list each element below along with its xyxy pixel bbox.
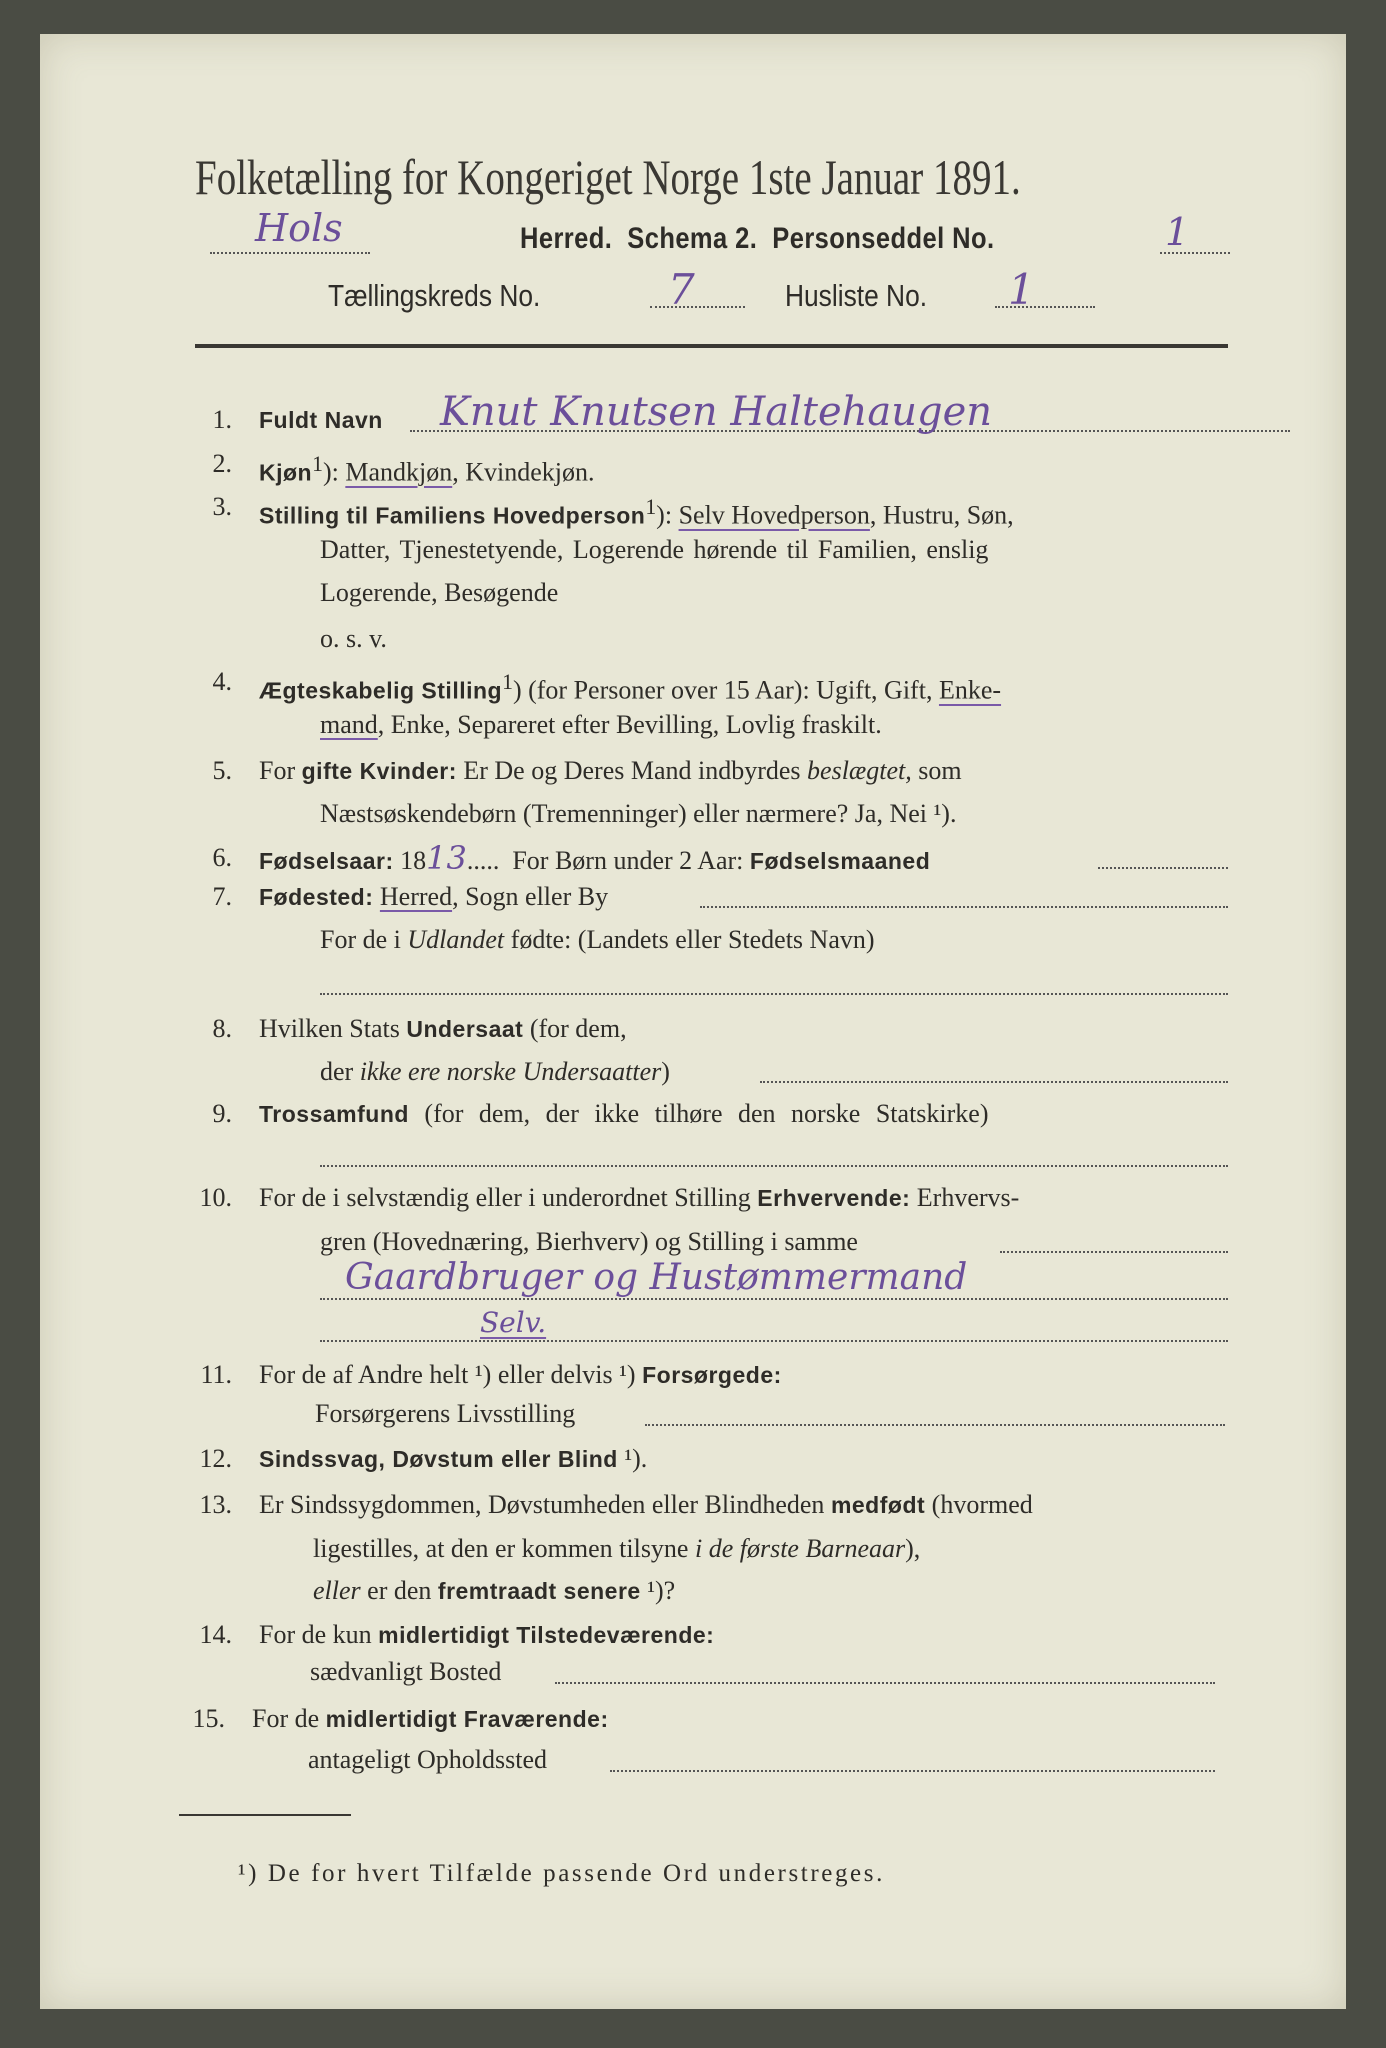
- dotted-line: [320, 1298, 1228, 1300]
- item-number: 15.: [192, 1704, 225, 1733]
- dotted-line: [555, 1682, 1215, 1684]
- kreds-label: Tællingskreds No.: [328, 278, 541, 313]
- item-number: 6.: [212, 843, 232, 872]
- item-birthplace: [259, 882, 608, 912]
- item-number: 4.: [212, 667, 232, 696]
- herred-label-text: Herred.: [520, 222, 613, 255]
- herred-label: [520, 222, 994, 256]
- option: , Kvindekjøn.: [452, 457, 595, 487]
- label: Undersaat: [406, 1016, 524, 1042]
- label: Stilling til Familiens Hovedperson: [259, 502, 646, 529]
- label: fremtraadt senere: [437, 1578, 641, 1604]
- item-number: 12.: [199, 1444, 232, 1473]
- text: For Børn under 2 Aar:: [512, 846, 744, 875]
- options-line: o. s. v.: [320, 624, 387, 653]
- label: Fødested:: [259, 884, 374, 910]
- text: eller: [313, 1576, 361, 1605]
- item-marital: Ægteskabelig Stilling$^1$) (for Personer over 15 Aar): Ugift, Gift, Enke-: [259, 670, 1002, 705]
- options-line: Logerende, Besøgende: [320, 578, 559, 607]
- option-selected: Mandkjøn: [345, 457, 453, 487]
- item-full-name: [259, 405, 383, 435]
- label: Erhvervende:: [757, 1185, 911, 1211]
- personseddel-value: 1: [1165, 210, 1190, 254]
- item-number: 8.: [212, 1014, 232, 1043]
- options: , Hustru, Søn,: [869, 500, 1014, 530]
- dotted-line: [645, 1424, 1225, 1426]
- text: Næstsøskendebørn (Tremenninger) eller nærmere? Ja, Nei ¹).: [320, 799, 957, 828]
- item-temporary-absent: [252, 1704, 609, 1734]
- item-number: 9.: [212, 1099, 232, 1128]
- label: Fuldt Navn: [259, 407, 383, 433]
- dotted-line: [320, 993, 1228, 995]
- text: For de i: [320, 925, 401, 954]
- item-number: 7.: [212, 882, 232, 911]
- text: Erhvervs-: [916, 1183, 1020, 1212]
- dotted-line: [995, 306, 1095, 308]
- label: Ægteskabelig Stilling: [259, 677, 503, 704]
- item-gender: Kjøn$^1$): Mandkjøn, Kvindekjøn.: [259, 452, 595, 487]
- text: For de: [252, 1704, 320, 1733]
- kreds-value: 7: [668, 265, 695, 314]
- item-number: 2.: [212, 449, 232, 478]
- dotted-line: [320, 1165, 1228, 1167]
- text: i de første Barneaar: [694, 1534, 906, 1563]
- label: gifte Kvinder:: [301, 758, 457, 784]
- label: midlertidigt Tilstedeværende:: [378, 1622, 715, 1648]
- item-religion: [259, 1099, 989, 1129]
- text: (hvormed: [931, 1490, 1033, 1519]
- item-number: 14.: [199, 1620, 232, 1649]
- text: 18: [400, 846, 427, 875]
- options: , Enke, Separeret efter Bevilling, Lovlig fraskilt.: [377, 710, 882, 739]
- item-number: 1.: [212, 405, 232, 434]
- text: der: [320, 1057, 354, 1086]
- census-form: [40, 34, 1346, 2009]
- item-temporary-present: [259, 1620, 714, 1650]
- footnote-mark: 1: [645, 495, 657, 519]
- dotted-line: [650, 306, 745, 308]
- text: (for dem,: [529, 1014, 627, 1043]
- text: sædvanligt Bosted: [310, 1657, 502, 1686]
- label: Kjøn: [259, 459, 313, 486]
- item-occupation: [259, 1183, 1019, 1213]
- text: For: [259, 756, 296, 785]
- text: gren (Hovednæring, Bierhverv) og Stilling i samme: [320, 1227, 858, 1256]
- text: Udlandet: [407, 925, 505, 954]
- footnote-mark: 1: [502, 670, 513, 694]
- item-family-position: Stilling til Familiens Hovedperson$^1$): Selv Hovedperson, Hustru, Søn,: [259, 495, 1014, 530]
- options: , Sogn eller By: [452, 882, 609, 911]
- item-birth-year: Fødselsaar: 1813..... For Børn under 2 Aar: Fødselsmaaned: [259, 839, 931, 877]
- label: midlertidigt Fraværende:: [325, 1706, 609, 1732]
- label: Sindssvag, Døvstum eller Blind: [259, 1446, 618, 1472]
- item-number: 11.: [200, 1360, 232, 1389]
- text: ¹).: [624, 1444, 648, 1473]
- item-disability: [259, 1444, 647, 1474]
- label: Forsørgede:: [642, 1362, 782, 1388]
- text: beslægtet,: [807, 756, 912, 785]
- occupation-value: Gaardbruger og Hustømmermand: [345, 1257, 968, 1298]
- label: Fødselsmaaned: [749, 848, 931, 874]
- text: ¹)?: [647, 1576, 676, 1605]
- item-citizenship: [259, 1014, 627, 1044]
- footnote-rule: [179, 1814, 351, 1816]
- item-number: 13.: [199, 1490, 232, 1519]
- text: er den: [367, 1576, 432, 1605]
- label: medfødt: [830, 1492, 926, 1518]
- dotted-line: [760, 1081, 1228, 1083]
- text: Hvilken Stats: [259, 1014, 400, 1043]
- item-number: 5.: [212, 756, 232, 785]
- item-number: 10.: [199, 1183, 232, 1212]
- text: Er Sindssygdommen, Døvstumheden eller Blindheden: [259, 1490, 825, 1519]
- form-title: Folketælling for Kongeriget Norge 1ste Januar 1891.: [195, 149, 1021, 205]
- full-name-value: Knut Knutsen Haltehaugen: [440, 389, 993, 435]
- item-number: 3.: [212, 492, 232, 521]
- occupation-status-value: Selv.: [480, 1306, 547, 1339]
- footnote: ¹) De for hvert Tilfælde passende Ord understreges.: [238, 1860, 885, 1887]
- dotted-line: [700, 906, 1228, 908]
- text: For de i selvstændig eller i underordnet Stilling: [259, 1183, 751, 1212]
- item-married-women: [259, 756, 962, 786]
- text: (for dem, der ikke tilhøre den norske Statskirke): [424, 1099, 989, 1128]
- footnote-mark: 1: [312, 452, 323, 476]
- text: (for Personer over 15 Aar): Ugift, Gift,: [528, 675, 933, 705]
- dotted-line: [1098, 867, 1228, 869]
- text: antageligt Opholdssted: [308, 1745, 548, 1774]
- label: Trossamfund: [259, 1101, 409, 1127]
- dotted-line: [1000, 1251, 1228, 1253]
- dotted-line: [610, 1770, 1215, 1772]
- label: Fødselsaar:: [259, 848, 394, 874]
- text: fødte: (Landets eller Stedets Navn): [510, 925, 875, 954]
- text: ligestilles, at den er kommen tilsyne: [313, 1534, 689, 1563]
- text: ikke ere norske Undersaatter: [359, 1057, 662, 1086]
- text: Er De og Deres Mand indbyrdes: [463, 756, 801, 785]
- item-supported: [259, 1360, 782, 1390]
- dotted-line: [210, 252, 370, 254]
- text: ),: [905, 1534, 921, 1563]
- header-rule: [195, 344, 1228, 348]
- item-disability-onset: [259, 1490, 1033, 1520]
- text: som: [918, 756, 962, 785]
- husliste-value: 1: [1008, 265, 1035, 314]
- dotted-line: [320, 1340, 1228, 1342]
- option-selected: Selv Hovedperson: [678, 500, 870, 530]
- text: For de af Andre helt ¹) eller delvis ¹): [259, 1360, 636, 1389]
- text: Forsørgerens Livsstilling: [315, 1399, 576, 1428]
- personseddel-label: Personseddel No.: [772, 222, 995, 255]
- husliste-label: Husliste No.: [785, 278, 928, 313]
- birth-year-value: 13: [426, 839, 467, 877]
- schema-label: Schema 2.: [627, 222, 758, 255]
- dotted-line: [1160, 252, 1230, 254]
- text: For de kun: [259, 1620, 372, 1649]
- options-line: Datter, Tjenestetyende, Logerende hørende til Familien, enslig: [320, 535, 989, 564]
- option-selected: mand: [320, 710, 378, 739]
- option-selected: Enke-: [938, 675, 1002, 705]
- herred-value: Hols: [255, 206, 343, 250]
- option-selected: Herred: [379, 882, 453, 911]
